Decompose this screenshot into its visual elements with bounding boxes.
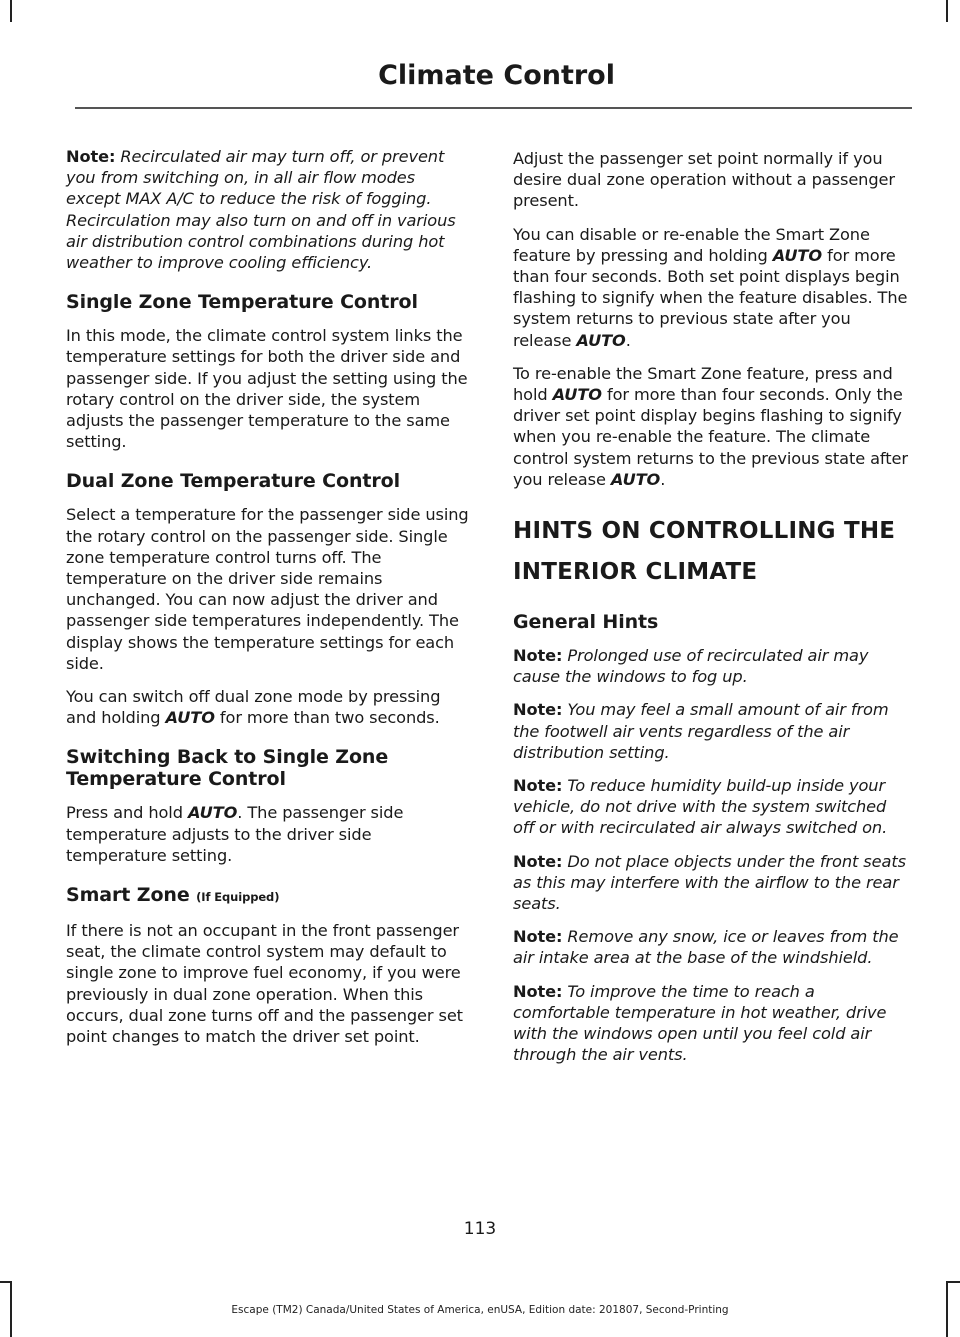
note-text: To reduce humidity build-up inside your vehicle, do not drive with the system switched off or with recirculated air always switched on. [513, 776, 888, 838]
text-run: . The passenger side temperature adjusts to the driver side temperature setting. [66, 803, 404, 865]
control-auto: AUTO [772, 245, 823, 265]
text-run: You can disable or re-enable the Smart Zone feature by pressing and holding [513, 224, 870, 265]
control-auto: AUTO [610, 469, 661, 489]
paragraph-single-zone: In this mode, the climate control system links the temperature settings for both the driver side and passenger side. If you adjust the setting using the rotary control on the driver side, the system adjusts the passenger temperature to the same setting. [66, 326, 468, 452]
note-text: Do not place objects under the front seats as this may interfere with the airflow to the rear seats. [513, 851, 906, 914]
note-hint-4 [513, 851, 908, 915]
note-text: Remove any snow, ice or leaves from the air intake area at the base of the windshield. [513, 927, 899, 968]
paragraph-smart-zone: If there is not an occupant in the front passenger seat, the climate control system may default to single zone to improve fuel economy, if you were previously in dual zone operation. When this occurs, dual zone turns off and the passenger set point changes to match the driver set point. [66, 921, 463, 1047]
paragraph-reenable-smart-zone [513, 363, 908, 490]
note-hint-5 [513, 926, 908, 968]
header-divider [75, 107, 912, 109]
note-label: Note: [513, 927, 563, 947]
control-auto: AUTO [165, 708, 215, 728]
text-run: for more than four seconds. Only the driver set point display begins flashing to signify when you re-enable the feature. The climate control system returns to the previous state after you release [513, 385, 908, 489]
page-number: 113 [463, 1219, 497, 1239]
paragraph-dual-zone: Select a temperature for the passenger side using the rotary control on the passenger side. Single zone temperature control turns off. The temperature on the driver side remains unchanged. You can now adjust the driver and passenger side temperatures independently. The display shows the temperature settings for each side. [66, 505, 469, 673]
footer-edition-info: Escape (TM2) Canada/United States of America, enUSA, Edition date: 201807, Second-Printing [231, 1304, 729, 1316]
note-label: Note: [513, 851, 563, 871]
right-column [513, 148, 908, 1078]
text-run: To re-enable the Smart Zone feature, press and hold [513, 363, 893, 405]
section-heading-hints [513, 516, 908, 587]
heading-general-hints: General Hints [513, 611, 659, 634]
section-heading-line-2: INTERIOR CLIMATE [513, 559, 758, 586]
note-text: Prolonged use of recirculated air may cause the windows to fog up. [513, 646, 869, 687]
note-text: To improve the time to reach a comfortable temperature in hot weather, drive with the windows open until you feel cold air through the air vents. [513, 981, 887, 1065]
text-run: . [625, 330, 631, 350]
control-auto: AUTO [552, 385, 602, 405]
heading-dual-zone: Dual Zone Temperature Control [66, 470, 401, 493]
paragraph-switching-back [66, 802, 472, 866]
text-run: Press and hold [66, 803, 188, 823]
crop-mark-bottom-left-h [0, 1281, 12, 1283]
heading-smart-zone [66, 884, 472, 908]
note-hint-2 [513, 699, 908, 763]
control-auto: AUTO [187, 803, 238, 823]
note-label: Note: [513, 646, 563, 666]
note-label: Note: [513, 700, 563, 720]
note-label: Note: [513, 776, 563, 796]
heading-smart-zone-text: Smart Zone [66, 884, 190, 907]
text-run: for more than two seconds. [214, 708, 440, 728]
paragraph-switch-off-dual [66, 686, 472, 728]
text-run: You can switch off dual zone mode by pressing and holding [66, 687, 441, 728]
left-column [66, 146, 472, 1059]
heading-smart-zone-equipped: (If Equipped) [196, 890, 280, 905]
note-recirculated-air [66, 146, 472, 273]
paragraph-adjust-passenger: Adjust the passenger set point normally if you desire dual zone operation without a passenger present. [513, 149, 895, 211]
page-title: Climate Control [378, 60, 615, 91]
crop-mark-bottom-right-h [946, 1281, 960, 1283]
control-auto: AUTO [576, 330, 626, 350]
section-heading-line-1: HINTS ON CONTROLLING THE [513, 518, 896, 545]
note-text: Recirculated air may turn off, or prevent you from switching on, in all air flow modes except MAX A/C to reduce the risk of fogging. Recirculation may also turn on and off in various air distribution control combinations during hot weather to improve cooling efficiency. [66, 147, 456, 273]
heading-single-zone: Single Zone Temperature Control [66, 291, 418, 314]
note-hint-1 [513, 645, 908, 687]
note-hint-3 [513, 775, 908, 839]
note-label: Note: [513, 981, 563, 1001]
text-run: . [660, 469, 666, 489]
crop-mark-top-left [10, 0, 12, 22]
note-label: Note: [66, 147, 116, 166]
text-run: for more than four seconds. Both set point displays begin flashing to signify when the feature disables. The system returns to previous state after you release [513, 245, 908, 350]
note-text: You may feel a small amount of air from the footwell air vents regardless of the air distribution setting. [513, 700, 889, 762]
note-hint-6 [513, 981, 908, 1066]
crop-mark-top-right [946, 0, 948, 22]
heading-switching-back: Switching Back to Single Zone Temperature Control [66, 746, 389, 791]
paragraph-disable-smart-zone [513, 224, 908, 351]
